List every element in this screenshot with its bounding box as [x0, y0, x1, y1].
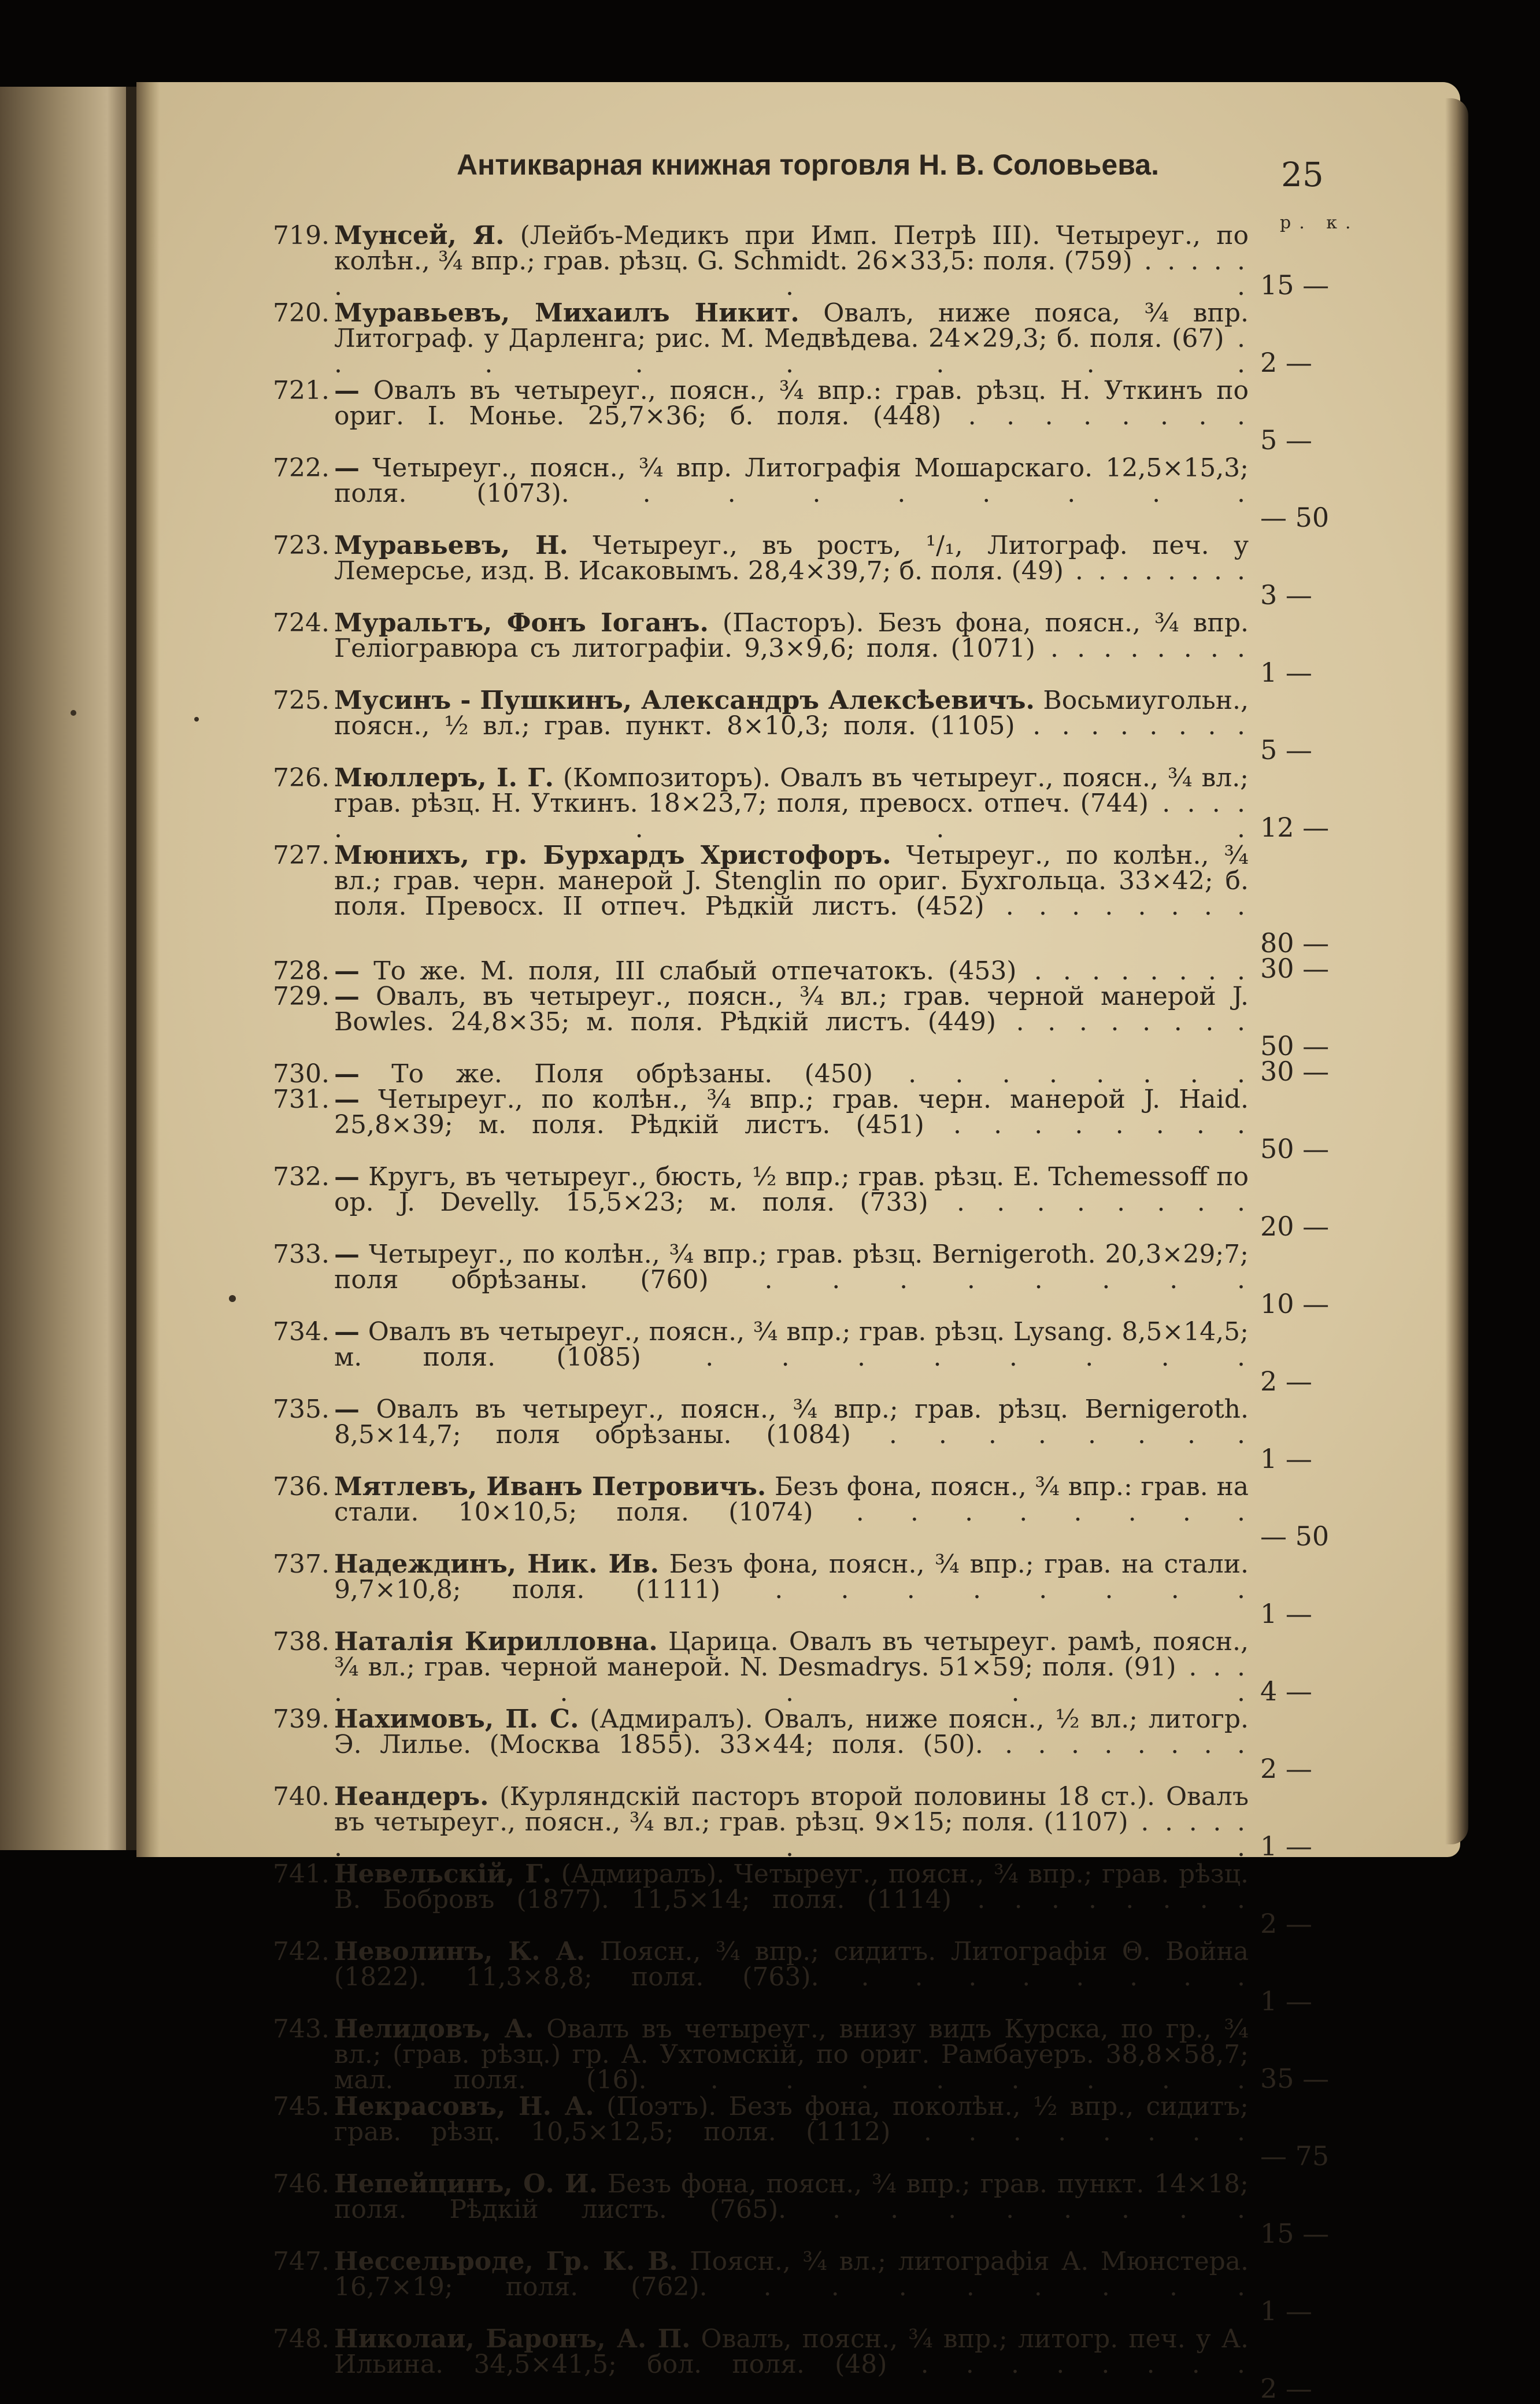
entry-description [334, 1164, 1249, 1241]
entry-number: 732. [273, 1162, 330, 1192]
dot-leader: . . . . . . . . [941, 401, 1249, 431]
entry-name: — [334, 376, 360, 405]
catalog-entry [0, 1087, 1540, 1164]
dot-leader: . . . . . . . . [720, 1575, 1249, 1604]
entry-text: Овалъ въ четыреуг., поясн., ¾ впр.: грав. рѣзц. Н. Уткинъ по ориг. I. Монье. 25,7×36; б. поля. (448) [334, 376, 1249, 431]
entry-name: — [334, 1317, 360, 1347]
entry-description [334, 1087, 1249, 1163]
dot-leader: . . . . . . . . [996, 1007, 1249, 1037]
entry-number: 730. [273, 1059, 330, 1089]
entry-price: 2 — [1260, 1753, 1312, 1784]
entry-text: Поясн., ¾ вл.; литографія А. Мюнстера. 16,7×19; поля. (762). [334, 2247, 1249, 2302]
entry-name: Непейцинъ, О. И. [334, 2169, 598, 2199]
entry-name: Муральтъ, Фонъ Іоганъ. [334, 608, 709, 638]
entry-number: 726. [273, 763, 330, 793]
entry-name: Мюнихъ, гр. Бурхардъ Христофоръ. [334, 841, 891, 870]
entry-price: 2 — [1260, 1366, 1312, 1397]
entry-number: 738. [273, 1627, 330, 1656]
catalog-entry [0, 688, 1540, 765]
dot-leader: . . . . . . . . [1063, 556, 1249, 586]
entry-text: (Пасторъ). Безъ фона, поясн., ¾ впр. Геліогравюра съ литографіи. 9,3×9,6; поля. (1071) [334, 608, 1249, 663]
entry-description [334, 533, 1249, 609]
entry-text: Поясн., ¾ впр.; сидитъ. Литографія Θ. Война (1822). 11,3×8,8; поля. (763). [334, 1937, 1249, 1992]
entry-description [334, 1859, 1249, 1938]
catalog-entry [0, 608, 1540, 688]
catalog-entry [0, 298, 1540, 379]
entry-description [334, 1939, 1249, 2015]
ink-spot [71, 710, 76, 716]
ink-spot [194, 717, 199, 722]
entry-price: 2 — [1260, 1908, 1312, 1939]
entry-price: 1 — [1260, 1985, 1312, 2017]
catalog-entry [0, 984, 1540, 1062]
entry-number: 735. [273, 1395, 330, 1424]
entry-number: 743. [273, 2014, 330, 2044]
entry-price: 15 — [1260, 2218, 1330, 2249]
ink-spot [229, 1295, 236, 1302]
entry-text: Восьмиугольн., поясн., ½ вл.; грав. пункт. 8×10,3; поля. (1105) [334, 686, 1249, 741]
entry-price: 2 — [1260, 347, 1312, 378]
entry-name: Нахимовъ, П. С. [334, 1704, 579, 1734]
entry-price: 35 — [1260, 2063, 1330, 2094]
entry-name: — [334, 1162, 360, 1192]
catalog-entry [0, 2249, 1540, 2327]
entry-price: 30 — [1260, 1056, 1330, 1087]
entry-name: Наталія Кирилловна. [334, 1627, 658, 1656]
dot-leader: . . . . . . . . [984, 892, 1249, 921]
entry-number: 739. [273, 1704, 330, 1734]
entry-price: — 75 [1260, 2140, 1330, 2172]
entry-number: 737. [273, 1549, 330, 1579]
entry-number: 728. [273, 956, 330, 986]
entry-text: Безъ фона, поясн., ¾ впр.; грав. пункт. 14×18; поля. Рѣдкій листъ. (765). [334, 2169, 1249, 2224]
entry-description [334, 1397, 1249, 1473]
running-header: Антикварная книжная торговля Н. В. Соловьева. [457, 149, 1159, 181]
catalog-entry [0, 1859, 1540, 1939]
entry-price: 2 — [1260, 2373, 1312, 2404]
entry-text: Четыреуг., въ ростъ, ¹/₁, Литограф. печ. у Лемерсье, изд. В. Исаковымъ. 28,4×39,7; б. поля. (49) [334, 531, 1249, 586]
entry-number: 731. [273, 1085, 330, 1114]
entry-text: Овалъ въ четыреуг., поясн., ¾ впр.; грав. рѣзц. Bernigeroth. 8,5×14,7; поля обрѣзаны. (1084) [334, 1395, 1249, 1449]
entry-name: Нессельроде, Гр. К. В. [334, 2247, 678, 2276]
entry-number: 736. [273, 1472, 330, 1501]
entry-price: 15 — [1260, 269, 1330, 301]
entry-description [334, 2094, 1249, 2170]
entry-text: Овалъ, въ четыреуг., поясн., ¾ вл.; грав. черной манерой J. Bowles. 24,8×35; м. поля. Рѣдкій листъ. (449) [334, 982, 1249, 1037]
catalog-entry [0, 765, 1540, 843]
entry-text: (Поэтъ). Безъ фона, поколѣн., ½ впр., сидитъ; грав. рѣзц. 10,5×12,5; поля. (1112) [334, 2092, 1249, 2147]
entry-number: 747. [273, 2247, 330, 2276]
entry-text: Кругъ, въ четыреуг., бюсть, ½ впр.; грав. рѣзц. E. Tchemessoff по ор. J. Develly. 15,5×23; м. поля. (733) [334, 1162, 1249, 1217]
entry-price: 1 — [1260, 1830, 1312, 1862]
dot-leader: . . . . . . . . [887, 2350, 1249, 2379]
entry-number: 723. [273, 531, 330, 560]
entry-price: 80 — [1260, 927, 1330, 959]
catalog-entry [0, 378, 1540, 456]
entry-name: — [334, 453, 360, 483]
entry-price: 30 — [1260, 953, 1330, 984]
entry-text: Овалъ въ четыреуг., внизу видъ Курска, по гр., ¾ вл.; (грав. рѣзц.) гр. А. Ухтомскій, по ориг. Рамбауеръ. 38,8×58,7; мал. поля. (16). [334, 2014, 1249, 2095]
dot-leader: . . . . . . . . [707, 2272, 1249, 2302]
catalog-entry [0, 1549, 1540, 1629]
entry-name: Мюллеръ, І. Г. [334, 763, 554, 793]
entry-name: — [334, 1059, 360, 1089]
catalog-entry [0, 453, 1540, 533]
entry-description [334, 608, 1249, 687]
catalog-entry [0, 1056, 1540, 1089]
catalog-entry [0, 223, 1540, 301]
catalog-entry [0, 1939, 1540, 2017]
dot-leader: . . . . . . . . [819, 1962, 1249, 1992]
entry-number: 721. [273, 376, 330, 405]
entry-number: 746. [273, 2169, 330, 2199]
entry-text: Овалъ въ четыреуг., поясн., ¾ впр.; грав. рѣзц. Lysang. 8,5×14,5; м. поля. (1085) [334, 1317, 1249, 1372]
entry-number: 733. [273, 1240, 330, 1269]
catalog-entry [0, 1629, 1540, 1707]
entry-name: — [334, 1085, 360, 1114]
catalog-entry [0, 2094, 1540, 2172]
entry-name: Мусинъ - Пушкинъ, Александръ Алексѣевичъ. [334, 686, 1035, 715]
entry-name: Муравьевъ, Н. [334, 531, 568, 560]
entry-text: Овалъ, ниже пояса, ¾ впр. Литограф. у Дарленга; рис. М. Медвѣдева. 24×29,3; б. поля. (67) [334, 298, 1249, 353]
dot-leader: . . . . . . . . [928, 1188, 1249, 1217]
entry-price: — 50 [1260, 1521, 1330, 1552]
entry-name: — [334, 1240, 360, 1269]
entry-text: (Курляндскій пасторъ второй половины 18 ст.). Овалъ въ четыреуг., поясн., ¾ вл.; грав. рѣзц. 9×15; поля. (1107) [334, 1782, 1249, 1837]
dot-leader: . . . . . . . . [952, 1885, 1249, 1914]
page-number: 25 [1281, 155, 1324, 194]
entry-description [334, 1474, 1249, 1551]
catalog-entry [0, 1704, 1540, 1784]
entry-price: 50 — [1260, 1133, 1330, 1164]
dot-leader: . . . . . . . . [334, 246, 1249, 301]
dot-leader: . . . . . . . . [1035, 634, 1249, 663]
entry-number: 740. [273, 1782, 330, 1811]
entry-number: 742. [273, 1937, 330, 1966]
entry-name: Николаи, Баронъ, А. П. [334, 2324, 691, 2354]
entry-description [334, 688, 1249, 764]
entry-price: 5 — [1260, 734, 1312, 765]
catalog-entry [0, 1164, 1540, 1242]
dot-leader: . . . . . . . . [646, 2065, 1249, 2095]
entry-price: 1 — [1260, 1443, 1312, 1474]
entry-text: Четыреуг., по колѣн., ¾ впр.; грав. рѣзц. Bernigeroth. 20,3×29;7; поля обрѣзаны. (760) [334, 1240, 1249, 1295]
entry-description [334, 1242, 1249, 1318]
entry-description [334, 2249, 1249, 2325]
entry-description [334, 1704, 1249, 1783]
catalog-entry [0, 2014, 1540, 2095]
entry-number: 720. [273, 298, 330, 328]
entry-number: 725. [273, 686, 330, 715]
catalog-entry [0, 533, 1540, 611]
entry-description [334, 843, 1249, 945]
entry-text: Четыреуг., по колѣн., ¾ впр.; грав. черн. манерой J. Haid. 25,8×39; м. поля. Рѣдкій листъ. (451) [334, 1085, 1249, 1140]
dot-leader: . . . . . . . . [872, 1059, 1249, 1089]
dot-leader: . . . . . . . . [1016, 956, 1249, 986]
catalog-entry [0, 2169, 1540, 2249]
dot-leader: . . . . . . . . [1015, 711, 1249, 741]
entry-name: Нелидовъ, А. [334, 2014, 534, 2044]
entry-description [334, 453, 1249, 532]
catalog-entry [0, 1242, 1540, 1319]
entry-number: 748. [273, 2324, 330, 2354]
entry-description [334, 378, 1249, 454]
entry-name: Мунсей, Я. [334, 221, 505, 250]
catalog-entries [0, 223, 1540, 2404]
dot-leader: . . . . . . . . [983, 1730, 1249, 1759]
dot-leader: . . . . . . . . [569, 479, 1249, 508]
entry-text: То же. М. поля, III слабый отпечатокъ. (453) [360, 956, 1017, 986]
entry-name: Некрасовъ, Н. А. [334, 2092, 594, 2121]
entry-name: — [334, 982, 360, 1011]
entry-text: То же. Поля обрѣзаны. (450) [360, 1059, 873, 1089]
catalog-entry [0, 1319, 1540, 1397]
entry-name: Муравьевъ, Михаилъ Никит. [334, 298, 799, 328]
entry-number: 722. [273, 453, 330, 483]
entry-price: 1 — [1260, 2295, 1312, 2327]
entry-text: (Композиторъ). Овалъ въ четыреуг., поясн., ¾ вл.; грав. рѣзц. Н. Уткинъ. 18×23,7; поля, превосх. отпеч. (744) [334, 763, 1249, 818]
entry-price: 3 — [1260, 579, 1312, 611]
entry-price: 10 — [1260, 1288, 1330, 1319]
catalog-entry [0, 953, 1540, 986]
dot-leader: . . . . . . . . [334, 324, 1249, 379]
entry-description [334, 2324, 1249, 2403]
entry-text: (Адмиралъ). Овалъ, ниже поясн., ½ вл.; литогр. Э. Лилье. (Москва 1855). 33×44; поля. (50). [334, 1704, 1249, 1759]
dot-leader: . . . . . . . . [813, 1497, 1249, 1527]
entry-text: Безъ фона, поясн., ¾ впр.; грав. на стали. 9,7×10,8; поля. (1111) [334, 1549, 1249, 1604]
catalog-entry [0, 1784, 1540, 1862]
dot-leader: . . . . . . . . [334, 1807, 1249, 1862]
entry-text: Безъ фона, поясн., ¾ впр.: грав. на стали. 10×10,5; поля. (1074) [334, 1472, 1249, 1527]
entry-number: 727. [273, 841, 330, 870]
entry-price: 4 — [1260, 1676, 1312, 1707]
dot-leader: . . . . . . . . [334, 789, 1249, 844]
entry-description [334, 2169, 1249, 2248]
entry-number: 741. [273, 1859, 330, 1889]
entry-number: 745. [273, 2092, 330, 2121]
dot-leader: . . . . . . . . [708, 1265, 1249, 1295]
entry-text: Четыреуг., по колѣн., ¾ вл.; грав. черн. манерой J. Stenglin по ориг. Бухгольца. 33×42; б. поля. Превосх. II отпеч. Рѣдкій листъ. (452) [334, 841, 1249, 921]
catalog-entry [0, 1397, 1540, 1474]
catalog-entry [0, 1474, 1540, 1552]
entry-number: 729. [273, 982, 330, 1011]
entry-price: 12 — [1260, 812, 1330, 843]
entry-price: 1 — [1260, 1598, 1312, 1629]
catalog-entry [0, 2324, 1540, 2404]
entry-number: 734. [273, 1317, 330, 1347]
dot-leader: . . . . . . . . [334, 1652, 1249, 1707]
dot-leader: . . . . . . . . [850, 1420, 1249, 1449]
entry-name: — [334, 956, 360, 986]
entry-name: Неандеръ. [334, 1782, 489, 1811]
price-column-header: р. к. [1280, 213, 1359, 233]
dot-leader: . . . . . . . . [890, 2117, 1249, 2147]
entry-text: Царица. Овалъ въ четыреуг. рамѣ, поясн., ¾ вл.; грав. черной манерой. N. Desmadrys. 51×59; поля. (91) [334, 1627, 1249, 1682]
entry-number: 719. [273, 221, 330, 250]
entry-text: (Адмиралъ). Четыреуг., поясн., ¾ впр.; грав. рѣзц. В. Бобровъ (1877). 11,5×14; поля. (1114) [334, 1859, 1249, 1914]
entry-price: — 50 [1260, 502, 1330, 533]
entry-price: 20 — [1260, 1211, 1330, 1242]
entry-price: 1 — [1260, 657, 1312, 688]
entry-text: (Лейбъ-Медикъ при Имп. Петрѣ III). Четыреуг., по колѣн., ¾ впр.; грав. рѣзц. G. Schmidt. 26×33,5: поля. (759) [334, 221, 1249, 276]
entry-description [334, 984, 1249, 1060]
entry-text: Четыреуг., поясн., ¾ впр. Литографія Мошарскаго. 12,5×15,3; поля. (1073). [334, 453, 1249, 508]
dot-leader: . . . . . . . . [641, 1342, 1249, 1372]
entry-description [334, 1319, 1249, 1396]
dot-leader: . . . . . . . . [786, 2195, 1249, 2224]
entry-description [334, 1549, 1249, 1628]
entry-price: 5 — [1260, 424, 1312, 456]
entry-price: 50 — [1260, 1030, 1330, 1062]
entry-number: 724. [273, 608, 330, 638]
dot-leader: . . . . . . . . [924, 1110, 1249, 1140]
entry-name: Мятлевъ, Иванъ Петровичъ. [334, 1472, 767, 1501]
catalog-entry [0, 843, 1540, 959]
entry-name: Надеждинъ, Ник. Ив. [334, 1549, 659, 1579]
entry-name: Невельскій, Г. [334, 1859, 551, 1889]
entry-text: Овалъ, поясн., ¾ впр.; литогр. печ. у А. Ильина. 34,5×41,5; бол. поля. (48) [334, 2324, 1249, 2379]
entry-name: Неволинъ, К. А. [334, 1937, 586, 1966]
entry-name: — [334, 1395, 360, 1424]
